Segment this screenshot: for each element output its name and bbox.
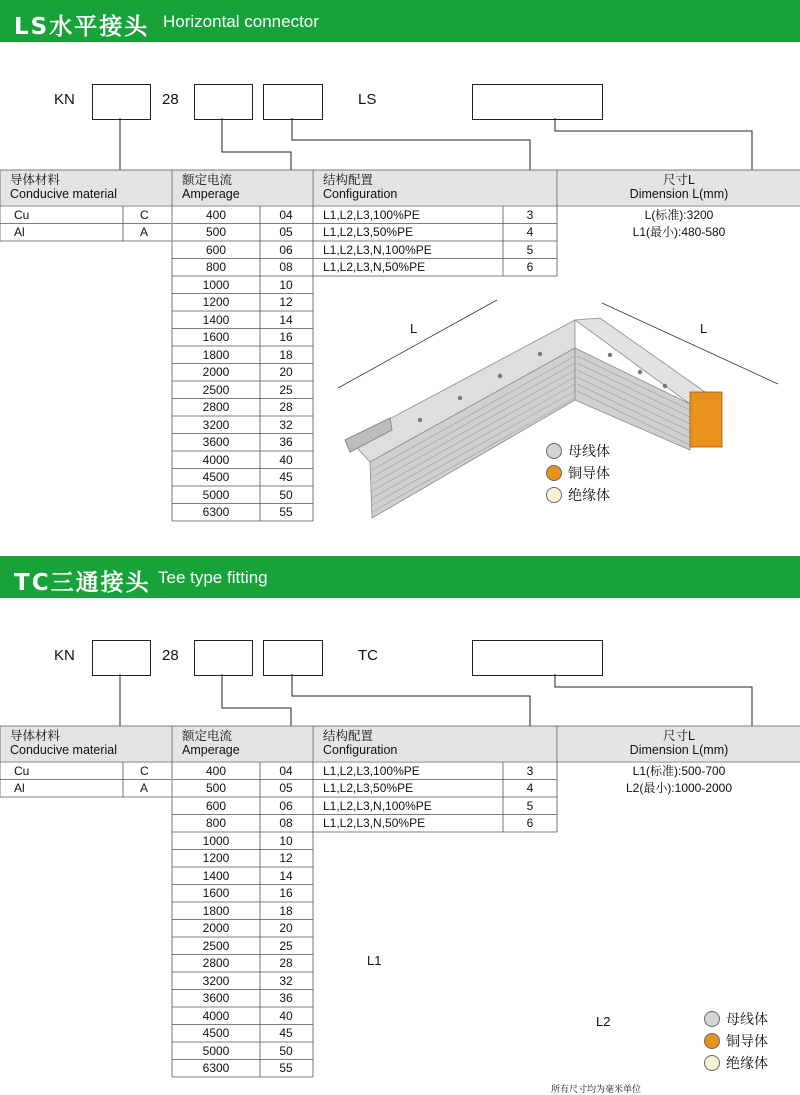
configuration-label: L1,L2,L3,100%PE [323,207,420,222]
legend-label: 母线体 [568,443,610,459]
amperage-code: 20 [279,921,293,935]
amperage-value: 500 [205,781,227,795]
configuration-code: 4 [526,781,534,795]
legend-swatch [704,1055,720,1071]
amperage-code: 55 [279,505,293,519]
legend-item [704,1032,768,1050]
amperage-value: 4500 [202,470,230,484]
legend-swatch [546,465,562,481]
header-material-zh: 导体材料 [10,729,61,743]
header-configuration-en: Configuration [323,187,398,201]
material-name: Al [14,225,25,239]
amperage-code: 45 [279,1026,293,1040]
configuration-code: 6 [526,260,534,274]
code-prefix: KN [54,91,75,108]
amperage-value: 2000 [202,921,230,935]
configuration-label: L1,L2,L3,100%PE [323,763,420,778]
amperage-code: 04 [279,207,293,222]
dimension-value: L(标准):3200 [644,207,714,222]
amperage-code: 25 [279,382,293,397]
amperage-value: 5000 [202,1043,230,1058]
amperage-code: 10 [279,277,293,292]
amperage-value: 400 [205,207,227,222]
material-code: C [140,207,149,222]
amperage-value: 6300 [202,1061,230,1075]
configuration-code: 5 [526,242,534,257]
configuration-code: 6 [526,816,534,830]
amperage-code: 06 [279,242,293,257]
amperage-value: 800 [205,816,227,830]
amperage-code: 40 [279,1008,293,1023]
amperage-value: 1800 [202,347,230,362]
configuration-code: 3 [526,763,534,778]
dimension-value: L1(最小):480-580 [632,225,726,239]
header-configuration-en: Configuration [323,743,398,757]
bolt-hole [498,374,502,378]
dimension-value: L1(标准):500-700 [632,763,726,778]
amperage-code: 10 [279,833,293,848]
material-code: C [140,763,149,778]
header-amperage-zh: 额定电流 [182,173,233,187]
legend-label: 绝缘体 [568,487,610,503]
amperage-code: 18 [279,903,293,918]
bolt-hole [638,370,642,374]
amperage-value: 600 [205,242,227,257]
configuration-label: L1,L2,L3,50%PE [323,225,414,239]
dimension-label-vertical: L1 [367,953,382,968]
amperage-value: 1200 [202,295,230,309]
amperage-value: 600 [205,798,227,813]
amperage-value: 500 [205,225,227,239]
amperage-value: 1000 [202,833,230,848]
amperage-value: 6300 [202,505,230,519]
legend-item [546,486,610,504]
section-title-en: Horizontal connector [163,12,319,31]
legend-swatch [546,443,562,459]
amperage-code: 32 [279,973,293,988]
amperage-code: 18 [279,347,293,362]
amperage-value: 1400 [202,312,230,327]
bolt-hole [663,384,667,388]
dimension-value: L2(最小):1000-2000 [625,781,733,795]
amperage-value: 5000 [202,487,230,502]
amperage-code: 16 [279,330,293,344]
amperage-value: 1600 [202,886,230,900]
legend-swatch [704,1011,720,1027]
material-code: A [140,225,149,239]
configuration-label: L1,L2,L3,N,100%PE [323,242,432,257]
amperage-code: 14 [279,312,293,327]
amperage-code: 50 [279,487,293,502]
tc-tee-figure [0,556,800,1094]
legend-label: 铜导体 [568,465,610,481]
amperage-code: 45 [279,470,293,484]
header-configuration-zh: 结构配置 [323,729,374,743]
section-title-zh: LS水平接头 [14,14,150,40]
amperage-value: 3200 [202,417,230,432]
amperage-code: 28 [279,400,293,414]
material-name: Cu [14,207,30,222]
section-tc-tee-fitting [0,556,800,1094]
configuration-label: L1,L2,L3,N,50%PE [323,260,426,274]
header-configuration-zh: 结构配置 [323,173,374,187]
header-amperage-en: Amperage [182,187,240,201]
bolt-hole [538,352,542,356]
header-material-en: Conducive material [10,743,117,757]
amperage-code: 55 [279,1061,293,1075]
legend-label: 铜导体 [726,1033,768,1049]
amperage-code: 14 [279,868,293,883]
header-amperage-zh: 额定电流 [182,729,233,743]
code-prefix: KN [54,647,75,664]
bolt-hole [458,396,462,400]
header-dimension-en: Dimension L(mm) [629,187,729,201]
amperage-code: 20 [279,365,293,379]
code-suffix: LS [358,91,377,108]
section-ls-horizontal-connector [0,0,800,538]
amperage-value: 4000 [202,452,230,467]
legend-swatch [704,1033,720,1049]
legend-item [546,464,610,482]
legend-item [704,1010,768,1028]
code-mid: 28 [162,647,179,664]
legend-label: 绝缘体 [726,1055,768,1071]
code-suffix: TC [358,647,378,664]
copper-terminal [690,392,722,447]
legend-label: 母线体 [726,1011,768,1027]
amperage-code: 16 [279,886,293,900]
header-amperage-en: Amperage [182,743,240,757]
legend-item [546,442,610,460]
header-dimension-zh: 尺寸L [663,173,695,187]
amperage-value: 1600 [202,330,230,344]
dimension-label-left: L [410,321,418,336]
amperage-value: 2500 [202,938,230,953]
legend-swatch [546,487,562,503]
amperage-code: 08 [279,260,293,274]
amperage-code: 25 [279,938,293,953]
amperage-value: 2800 [202,956,230,970]
amperage-code: 12 [279,295,293,309]
configuration-label: L1,L2,L3,N,100%PE [323,798,432,813]
amperage-code: 40 [279,452,293,467]
amperage-value: 3600 [202,435,230,449]
amperage-value: 400 [205,763,227,778]
bolt-hole [418,418,422,422]
amperage-value: 1400 [202,868,230,883]
section-title-zh: TC三通接头 [14,570,151,596]
ls-connector-figure [0,0,800,538]
amperage-code: 36 [279,991,293,1005]
amperage-value: 1800 [202,903,230,918]
bolt-hole [608,353,612,357]
header-dimension-zh: 尺寸L [663,729,695,743]
amperage-code: 12 [279,851,293,865]
amperage-code: 08 [279,816,293,830]
material-name: Al [14,781,25,795]
header-material-en: Conducive material [10,187,117,201]
amperage-value: 3600 [202,991,230,1005]
dimension-label-horizontal: L2 [596,1014,611,1029]
dimension-label-right: L [700,321,708,336]
header-dimension-en: Dimension L(mm) [629,743,729,757]
configuration-label: L1,L2,L3,50%PE [323,781,414,795]
configuration-code: 4 [526,225,534,239]
amperage-value: 1000 [202,277,230,292]
amperage-value: 2500 [202,382,230,397]
amperage-value: 800 [205,260,227,274]
amperage-code: 04 [279,763,293,778]
configuration-label: L1,L2,L3,N,50%PE [323,816,426,830]
legend-item [704,1054,768,1072]
section-title-en: Tee type fitting [158,568,268,587]
configuration-code: 3 [526,207,534,222]
amperage-value: 4000 [202,1008,230,1023]
footnote: 所有尺寸均为毫米单位 [551,1084,642,1094]
amperage-code: 36 [279,435,293,449]
amperage-value: 2800 [202,400,230,414]
amperage-value: 3200 [202,973,230,988]
amperage-code: 32 [279,417,293,432]
material-code: A [140,781,149,795]
amperage-code: 28 [279,956,293,970]
header-material-zh: 导体材料 [10,173,61,187]
amperage-code: 05 [279,781,293,795]
configuration-code: 5 [526,798,534,813]
amperage-value: 2000 [202,365,230,379]
amperage-code: 06 [279,798,293,813]
amperage-value: 4500 [202,1026,230,1040]
code-mid: 28 [162,91,179,108]
material-name: Cu [14,763,30,778]
amperage-code: 50 [279,1043,293,1058]
amperage-value: 1200 [202,851,230,865]
amperage-code: 05 [279,225,293,239]
